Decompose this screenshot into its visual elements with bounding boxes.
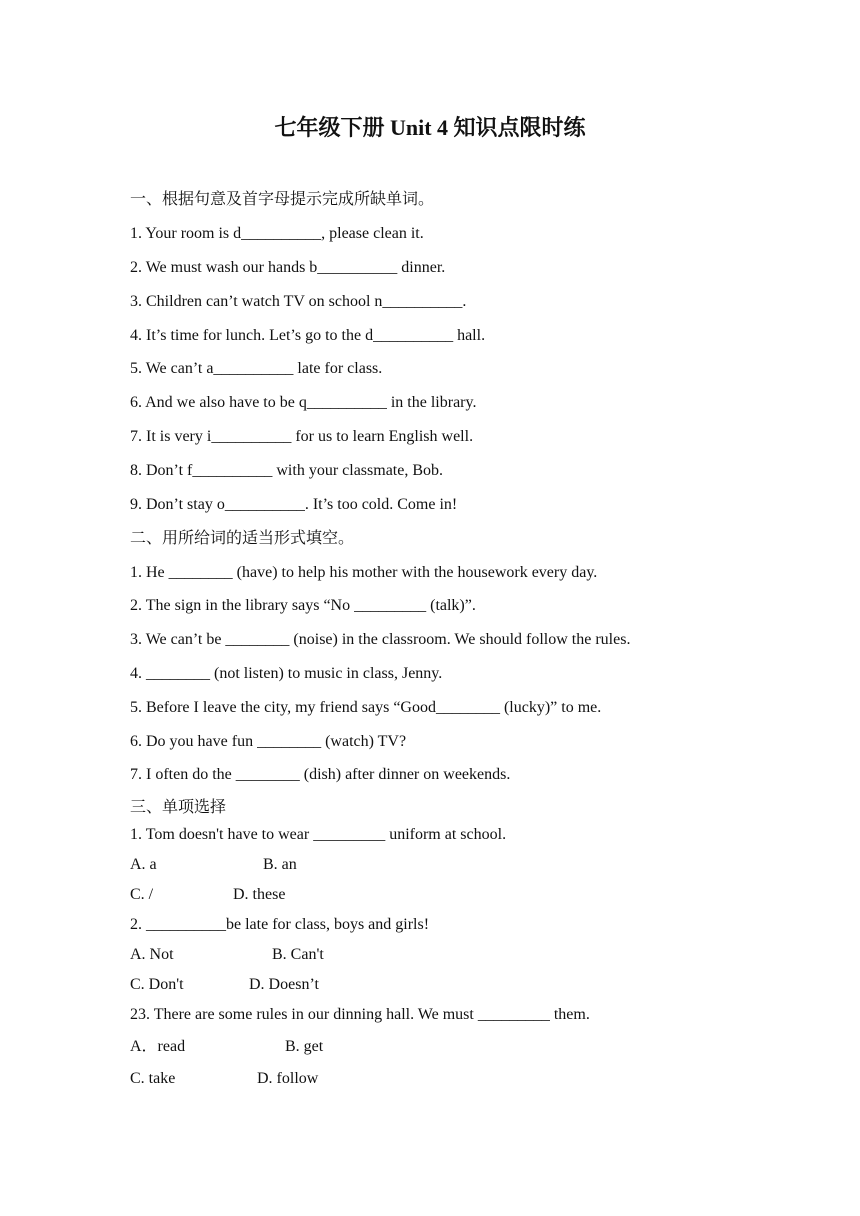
section1-item: 3. Children can’t watch TV on school n__________. xyxy=(130,293,467,310)
section1-item: 9. Don’t stay o__________. It’s too cold. Come in! xyxy=(130,496,458,513)
option-a: A. Not xyxy=(130,946,174,963)
section1-item: 1. Your room is d__________, please clean it. xyxy=(130,225,424,242)
question-stem: 23. There are some rules in our dinning hall. We must _________ them. xyxy=(130,1006,590,1023)
section2-item: 4. ________ (not listen) to music in class, Jenny. xyxy=(130,665,443,682)
section3-heading: 三、单项选择 xyxy=(130,799,227,816)
section1-item: 5. We can’t a__________ late for class. xyxy=(130,360,383,377)
page-title: 七年级下册 Unit 4 知识点限时练 xyxy=(274,115,586,140)
section2-item: 2. The sign in the library says “No _________ (talk)”. xyxy=(130,597,476,614)
option-d: D. these xyxy=(233,886,286,903)
option-c: C. take xyxy=(130,1070,176,1087)
option-b: B. an xyxy=(263,856,297,873)
option-b: B. get xyxy=(285,1038,324,1055)
section2-item: 1. He ________ (have) to help his mother with the housework every day. xyxy=(130,564,598,581)
option-a: A. a xyxy=(130,856,157,873)
section1-item: 2. We must wash our hands b__________ dinner. xyxy=(130,259,446,276)
section1-item: 6. And we also have to be q__________ in the library. xyxy=(130,394,477,411)
option-c: C. Don't xyxy=(130,976,184,993)
section2-item: 5. Before I leave the city, my friend says “Good________ (lucky)” to me. xyxy=(130,699,602,716)
option-b: B. Can't xyxy=(272,946,324,963)
section1-item: 8. Don’t f__________ with your classmate, Bob. xyxy=(130,462,444,479)
option-a: A．read xyxy=(130,1038,186,1055)
section1-item: 4. It’s time for lunch. Let’s go to the d__________ hall. xyxy=(130,327,486,344)
option-d: D. Doesn’t xyxy=(249,976,319,993)
question-stem: 1. Tom doesn't have to wear _________ uniform at school. xyxy=(130,826,507,843)
section1-item: 7. It is very i__________ for us to learn English well. xyxy=(130,428,474,445)
section2-item: 3. We can’t be ________ (noise) in the classroom. We should follow the rules. xyxy=(130,631,631,648)
section2-heading: 二、用所给词的适当形式填空。 xyxy=(130,530,355,547)
section2-item: 7. I often do the ________ (dish) after dinner on weekends. xyxy=(130,766,511,783)
question-stem: 2. __________be late for class, boys and girls! xyxy=(130,916,430,933)
section2-item: 6. Do you have fun ________ (watch) TV? xyxy=(130,733,407,750)
option-d: D. follow xyxy=(257,1070,319,1087)
section1-heading: 一、根据句意及首字母提示完成所缺单词。 xyxy=(130,191,435,208)
option-c: C. / xyxy=(130,886,154,903)
